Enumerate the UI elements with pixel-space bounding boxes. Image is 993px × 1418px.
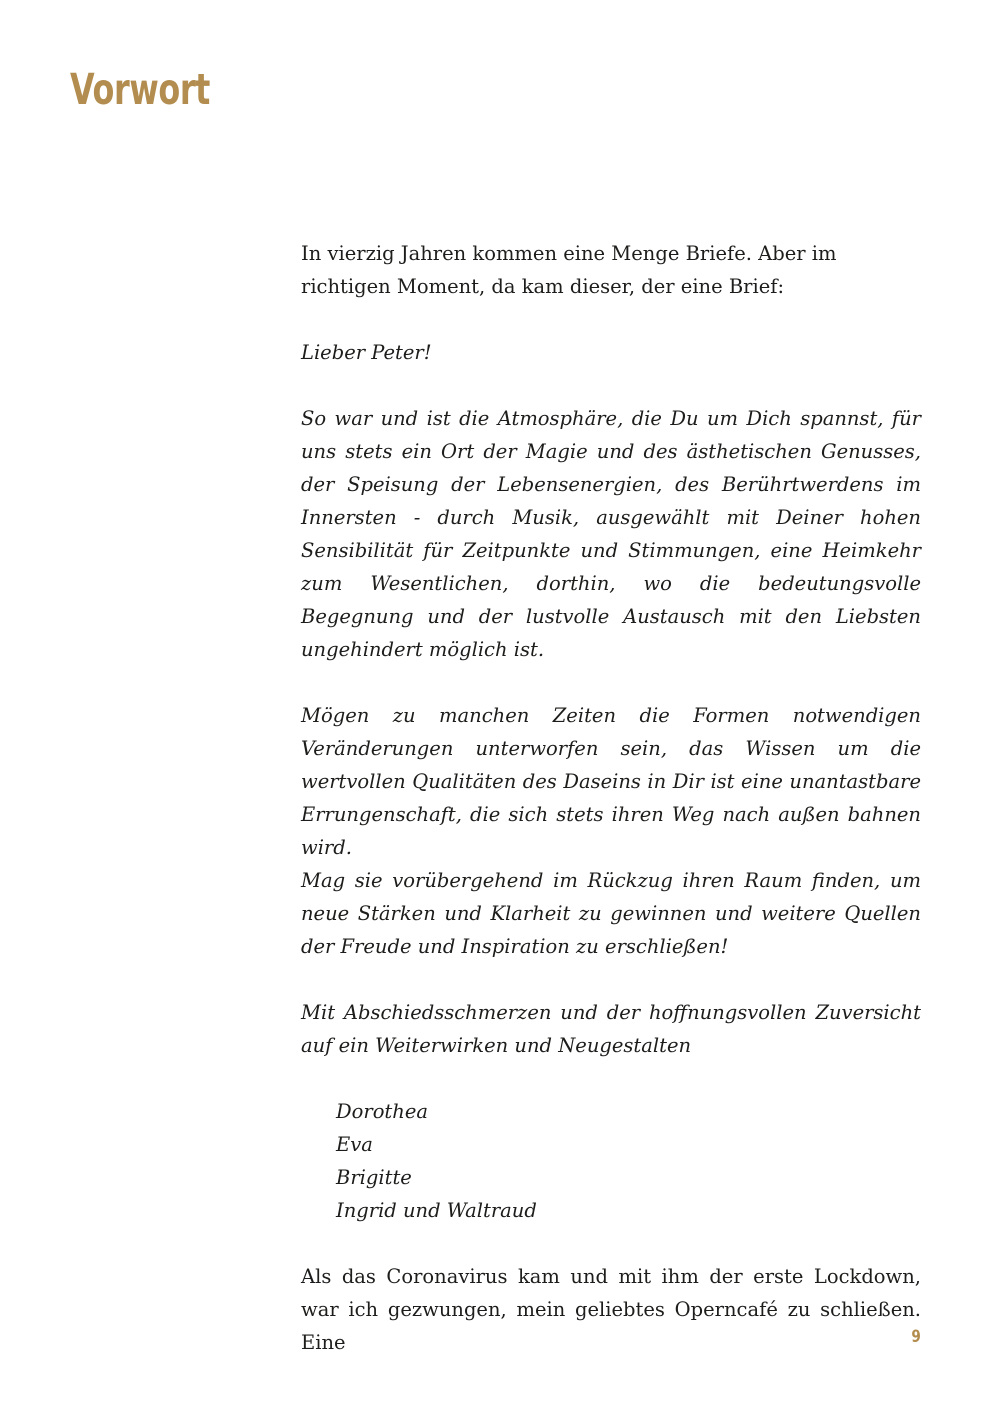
body-text: [301, 237, 921, 1359]
paragraph-spacer: [301, 303, 921, 336]
letter: [301, 336, 921, 1227]
paragraph-spacer: [301, 666, 921, 699]
letter-paragraph: So war und ist die Atmosphäre, die Du um Dich spannst, für uns stets ein Ort der Magie und des ästhetischen Genusses, der Speisung der Lebensenergien, des Berührtwerdens im Innersten - durch Musik, ausgewählt mit Deiner hohen Sensibilität für Zeitpunkte und Stimmungen, eine Heimkehr zum Wesentlichen, dorthin, wo die bedeutungsvolle Begegnung und der lustvolle Austausch mit den Liebsten ungehindert möglich ist.: [301, 407, 921, 661]
page-title: Vorwort: [70, 65, 211, 115]
page-number: 9: [911, 1327, 921, 1347]
letter-salutation: Lieber Peter!: [301, 341, 432, 364]
signature-name: Eva: [336, 1133, 373, 1156]
closing-paragraph: Als das Coronavirus kam und mit ihm der erste Lockdown, war ich gezwungen, mein geliebtes Operncafé zu schließen. Eine: [301, 1265, 921, 1354]
paragraph-spacer: [301, 369, 921, 402]
paragraph-spacer: [301, 1227, 921, 1260]
paragraph-spacer: [301, 1062, 921, 1095]
letter-paragraph: Mag sie vorübergehend im Rückzug ihren Raum finden, um neue Stärken und Klarheit zu gewinnen und weitere Quellen der Freude und Inspiration zu erschließen!: [301, 869, 921, 958]
letter-paragraph: Mögen zu manchen Zeiten die Formen notwendigen Veränderungen unterworfen sein, das Wissen um die wertvollen Qualitäten des Daseins in Dir ist eine unantastbare Errungenschaft, die sich stets ihren Weg nach außen bahnen wird.: [301, 704, 921, 859]
signature-name: Brigitte: [336, 1166, 412, 1189]
signature-name: Ingrid und Waltraud: [336, 1199, 537, 1222]
paragraph-spacer: [301, 963, 921, 996]
letter-closing: Mit Abschiedsschmerzen und der hoffnungsvollen Zuversicht auf ein Weiterwirken und Neugestalten: [301, 1001, 921, 1057]
signature-list: [301, 1095, 921, 1227]
signature-name: Dorothea: [336, 1100, 428, 1123]
intro-paragraph: In vierzig Jahren kommen eine Menge Briefe. Aber im richtigen Moment, da kam dieser, der eine Brief:: [301, 242, 837, 298]
